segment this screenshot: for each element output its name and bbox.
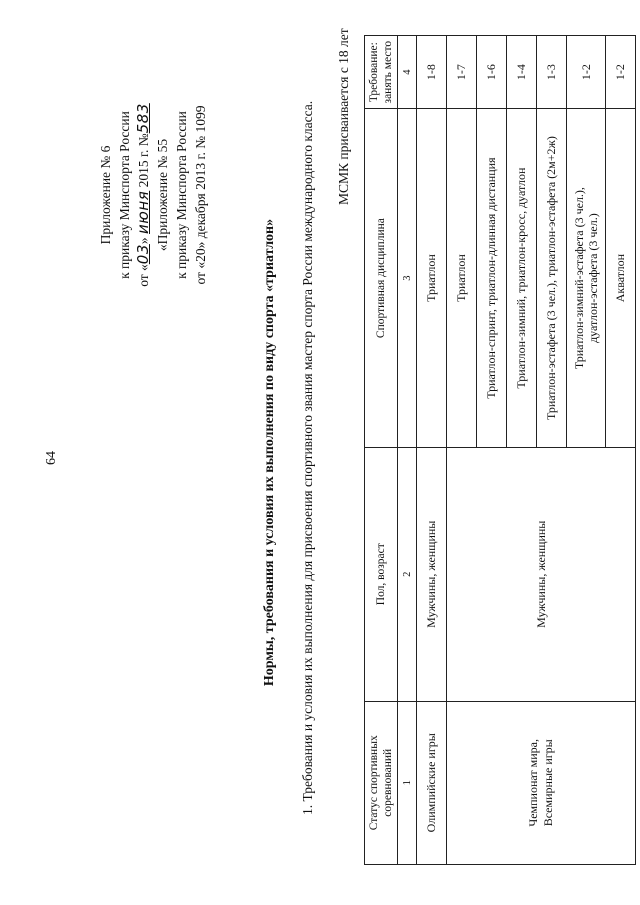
place-cell: 1-3 — [537, 36, 567, 109]
column-number: 1 — [398, 701, 417, 864]
order-date: от «03» июня 2015 г. №583 — [134, 103, 152, 287]
place-cell: 1-2 — [606, 36, 636, 109]
column-number: 4 — [398, 36, 417, 109]
handwritten-day: 03 — [134, 244, 152, 265]
discipline-cell: Триатлон-зимний, триатлон-кросс, дуатлон — [507, 109, 537, 448]
requirements-table — [364, 35, 636, 865]
column-number: 3 — [398, 109, 417, 448]
discipline-cell: Триатлон-спринт, триатлон-длинная дистанция — [477, 109, 507, 448]
discipline-cell: Триатлон — [447, 109, 477, 448]
table-row — [447, 36, 477, 865]
section-paragraph: 1. Требования и условия их выполнения для присвоения спортивного звания мастер спорта России международного класса. — [300, 100, 315, 815]
discipline-cell: Триатлон-зимний-эстафета (3 чел.), дуатлон-эстафета (3 чел.) — [567, 109, 606, 448]
previous-appendix: «Приложение № 55 — [155, 138, 170, 252]
status-cell: Олимпийские игры — [417, 701, 447, 864]
document-title: Нормы, требования и условия их выполнения по виду спорта «триатлон» — [262, 218, 277, 687]
previous-order-reference: к приказу Минспорта России — [174, 111, 189, 279]
previous-order-date: от «20» декабря 2013 г. № 1099 — [193, 105, 208, 285]
page-number: 64 — [44, 451, 59, 465]
column-number: 2 — [398, 447, 417, 701]
appendix-header — [96, 55, 210, 335]
place-cell: 1-8 — [417, 36, 447, 109]
handwritten-month: июня — [134, 190, 152, 234]
table-header-row — [365, 36, 398, 865]
table-row-olympic — [417, 36, 447, 865]
header-gender-age: Пол, возраст — [365, 447, 398, 701]
order-reference: к приказу Минспорта России — [117, 111, 132, 279]
place-cell: 1-2 — [567, 36, 606, 109]
gender-cell: Мужчины, женщины — [417, 447, 447, 701]
msmk-note: МСМК присваивается с 18 лет — [336, 28, 351, 205]
discipline-cell: Акватлон — [606, 109, 636, 448]
place-cell: 1-7 — [447, 36, 477, 109]
handwritten-number: 583 — [134, 103, 152, 134]
header-place: Требование: занять место — [365, 36, 398, 109]
discipline-cell: Триатлон-эстафета (3 чел.), триатлон-эстафета (2м+2ж) — [537, 109, 567, 448]
column-number-row — [398, 36, 417, 865]
status-cell-world: Чемпионат мира, Всемирные игры — [447, 701, 636, 864]
header-status: Статус спортивных соревнований — [365, 701, 398, 864]
gender-cell-world: Мужчины, женщины — [447, 447, 636, 701]
appendix-title: Приложение № 6 — [98, 145, 113, 245]
discipline-cell: Триатлон — [417, 109, 447, 448]
place-cell: 1-4 — [507, 36, 537, 109]
place-cell: 1-6 — [477, 36, 507, 109]
header-discipline: Спортивная дисциплина — [365, 109, 398, 448]
